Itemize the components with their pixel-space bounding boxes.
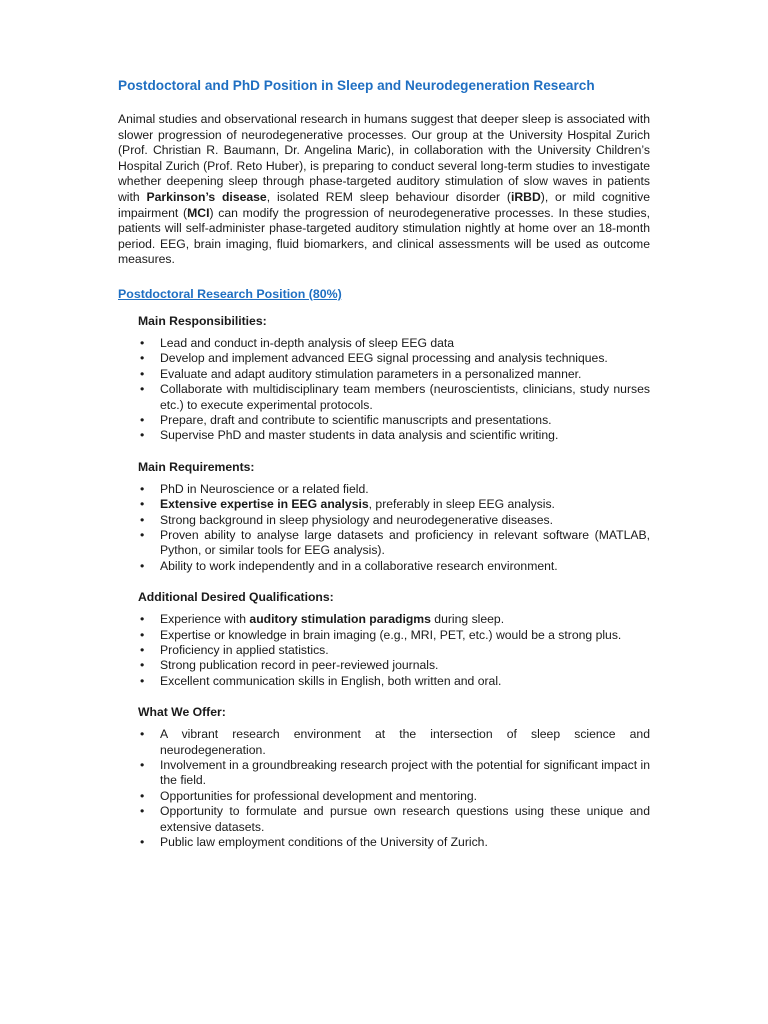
text-run: Expertise or knowledge in brain imaging (e.g., MRI, PET, etc.) would be a strong plus.	[160, 627, 622, 642]
text-run: Evaluate and adapt auditory stimulation parameters in a personalized manner.	[160, 366, 582, 381]
text-run: Collaborate with multidisciplinary team members (neuroscientists, clinicians, study nurses etc.) to execute experimental protocols.	[160, 382, 650, 412]
list-item	[138, 559, 650, 574]
list-item	[138, 382, 650, 413]
text-run: Public law employment conditions of the University of Zurich.	[160, 835, 488, 850]
text-run: PhD in Neuroscience or a related field.	[160, 481, 369, 496]
text-run: , isolated REM sleep behaviour disorder (	[266, 189, 511, 204]
bullet-icon: •	[140, 658, 145, 673]
list-item	[138, 758, 650, 789]
list-item	[138, 428, 650, 443]
text-run: Develop and implement advanced EEG signal processing and analysis techniques.	[160, 351, 608, 366]
bullet-icon: •	[140, 727, 145, 742]
bullet-icon: •	[140, 412, 145, 427]
bold-text: auditory stimulation paradigms	[249, 612, 431, 627]
text-run: Proven ability to analyse large datasets and proficiency in relevant software (MATLAB, Python, or similar tools for EEG analysis).	[160, 528, 650, 558]
section	[138, 313, 650, 444]
text-run: Strong publication record in peer-reviewed journals.	[160, 658, 439, 673]
intro-paragraph	[118, 112, 650, 268]
bullet-icon: •	[140, 627, 145, 642]
list-item	[138, 804, 650, 835]
list-item	[138, 482, 650, 497]
text-run: Strong background in sleep physiology and neurodegenerative diseases.	[160, 512, 553, 527]
bold-text: iRBD	[510, 189, 541, 204]
bullet-icon: •	[140, 335, 145, 350]
bullet-icon: •	[140, 497, 145, 512]
text-run: Opportunity to formulate and pursue own research questions using these unique and extensive datasets.	[160, 804, 650, 834]
text-run: , preferably in sleep EEG analysis.	[368, 497, 555, 512]
section-heading: Additional Desired Qualifications:	[138, 590, 334, 605]
text-run: Supervise PhD and master students in data analysis and scientific writing.	[160, 428, 559, 443]
bullet-icon: •	[140, 643, 145, 658]
list-item	[138, 413, 650, 428]
bullet-list	[138, 482, 650, 574]
bullet-list	[138, 727, 650, 850]
bullet-icon: •	[140, 366, 145, 381]
position-heading[interactable]: Postdoctoral Research Position (80%)	[118, 286, 342, 301]
text-run: Experience with	[160, 612, 250, 627]
section	[138, 704, 650, 850]
text-run: ), or mild cognitive impairment (	[118, 189, 651, 220]
document-title: Postdoctoral and PhD Position in Sleep and Neurodegeneration Research	[118, 78, 595, 93]
document-page	[118, 76, 650, 866]
section	[138, 459, 650, 574]
list-item	[138, 528, 650, 559]
list-item	[138, 336, 650, 351]
bullet-icon: •	[140, 835, 145, 850]
bullet-icon: •	[140, 512, 145, 527]
bullet-icon: •	[140, 758, 145, 773]
text-run: Opportunities for professional development and mentoring.	[160, 788, 478, 803]
text-run: Prepare, draft and contribute to scientific manuscripts and presentations.	[160, 412, 552, 427]
text-run: A vibrant research environment at the intersection of sleep science and neurodegeneration.	[160, 727, 650, 757]
list-item	[138, 628, 650, 643]
section-heading: What We Offer:	[138, 705, 226, 720]
list-item	[138, 367, 650, 382]
list-item	[138, 612, 650, 627]
bullet-icon: •	[140, 481, 145, 496]
text-run: Ability to work independently and in a collaborative research environment.	[160, 558, 558, 573]
bullet-icon: •	[140, 528, 145, 542]
list-item	[138, 497, 650, 512]
bullet-icon: •	[140, 428, 145, 443]
bullet-icon: •	[140, 612, 145, 627]
section-heading: Main Requirements:	[138, 459, 255, 474]
text-run: during sleep.	[430, 612, 505, 627]
bold-text: MCI	[187, 205, 210, 220]
list-item	[138, 674, 650, 689]
text-run: Excellent communication skills in English, both written and oral.	[160, 673, 502, 688]
bullet-icon: •	[140, 558, 145, 573]
text-run: Proficiency in applied statistics.	[160, 643, 329, 658]
bullet-list	[138, 612, 650, 689]
list-item	[138, 643, 650, 658]
list-item	[138, 658, 650, 673]
section	[138, 589, 650, 689]
bullet-icon: •	[140, 804, 145, 819]
bullet-icon: •	[140, 673, 145, 688]
list-item	[138, 789, 650, 804]
text-run: Animal studies and observational research in humans suggest that deeper sleep is associated with slower progression of neurodegenerative processes. Our group at the University Hospital Zurich (Prof. Christian R. Baumann, Dr. Angelina Maric), in collaboration with the University Children’s Hospital Zurich (Prof. Reto Huber), is preparing to conduct several long-term studies to investigate whether deepening sleep through phase-targeted auditory stimulation of slow waves in patients with	[118, 112, 650, 204]
list-item	[138, 513, 650, 528]
list-item	[138, 835, 650, 850]
text-run: Lead and conduct in-depth analysis of sleep EEG data	[160, 335, 455, 350]
sections-container	[118, 313, 650, 851]
list-item	[138, 351, 650, 366]
list-item	[138, 727, 650, 758]
bullet-icon: •	[140, 382, 145, 397]
bold-text: Parkinson’s disease	[146, 189, 267, 204]
text-run: ) can modify the progression of neurodegenerative processes. In these studies, patients will self-administer phase-targeted auditory stimulation nightly at home over an 18-month period. EEG, brain imaging, fluid biomarkers, and clinical assessments will be used as outcome measures.	[118, 205, 650, 267]
bold-text: Extensive expertise in EEG analysis	[160, 497, 369, 512]
bullet-icon: •	[140, 351, 145, 366]
text-run: Involvement in a groundbreaking research project with the potential for significant impact in the field.	[160, 758, 650, 788]
section-heading: Main Responsibilities:	[138, 313, 267, 328]
bullet-list	[138, 336, 650, 444]
bullet-icon: •	[140, 788, 145, 803]
